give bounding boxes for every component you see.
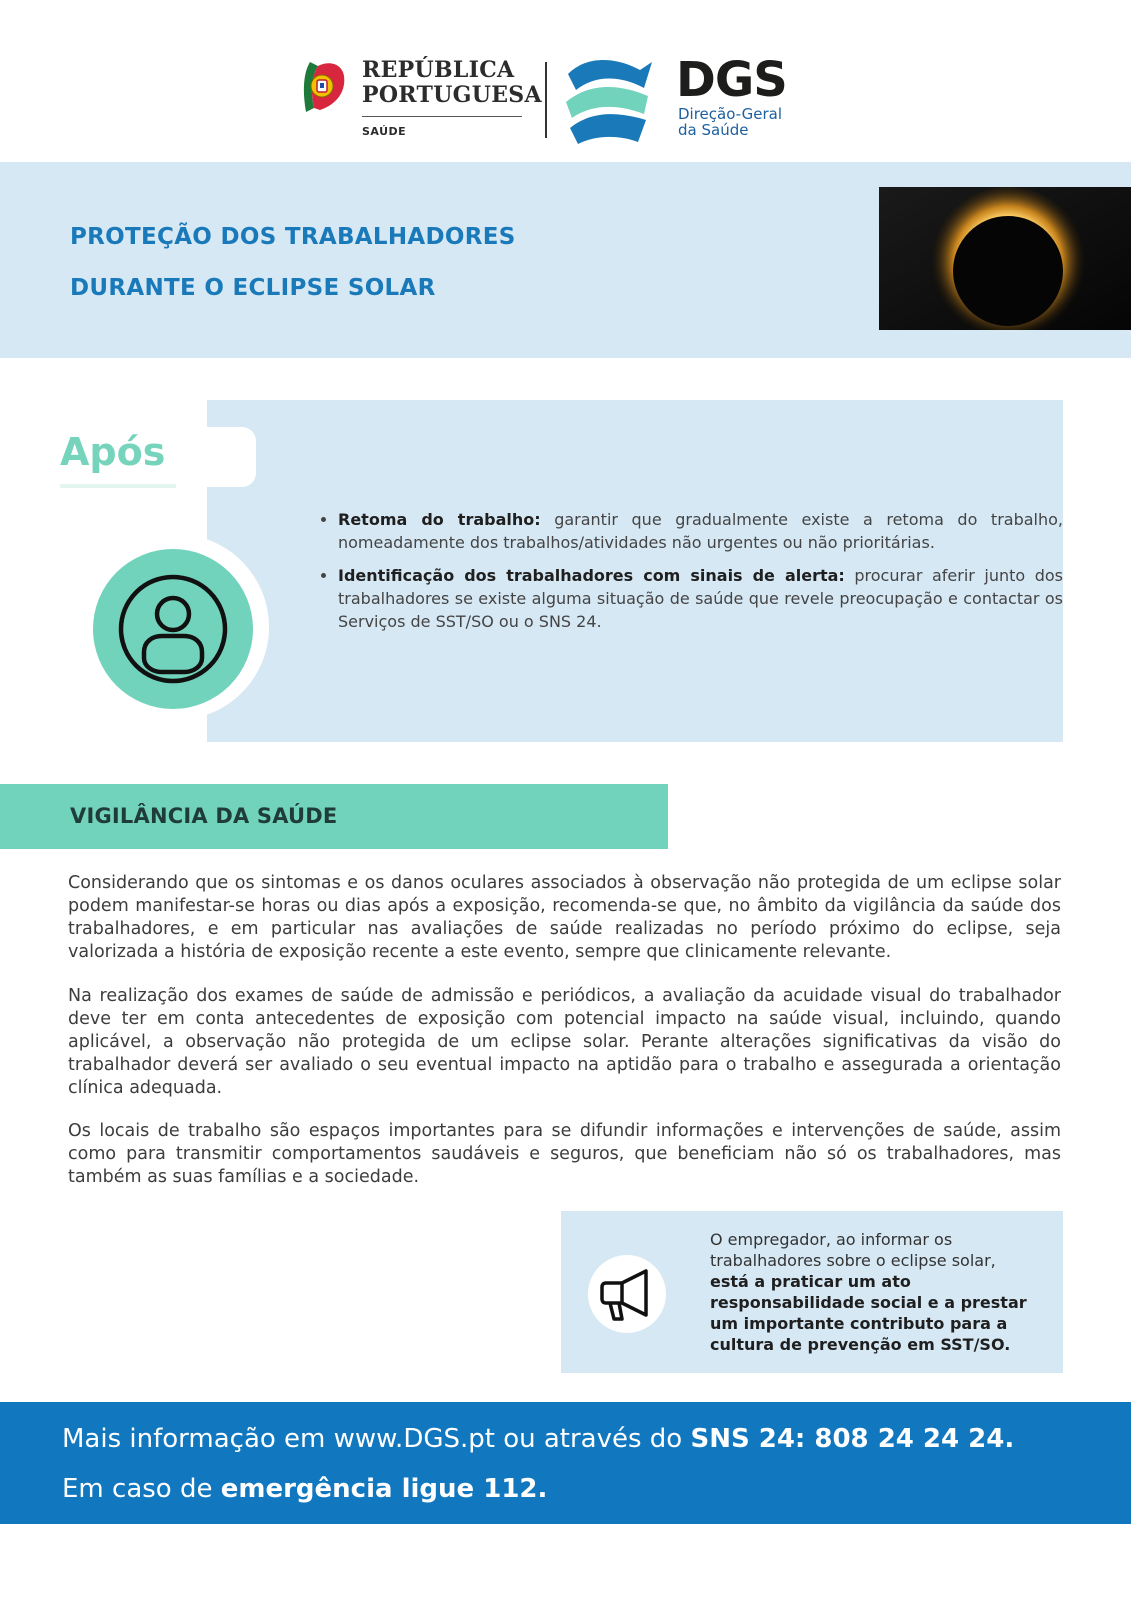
list-item-text: procurar aferir junto dos trabalhadores se existe alguma situação de saúde que revele preocupação e contactar os Serviços de SST/SO ou o SNS 24. bbox=[338, 566, 1063, 631]
dgs-sub-line2: da Saúde bbox=[678, 121, 749, 139]
header-logos bbox=[300, 52, 820, 152]
employer-callout bbox=[561, 1211, 1063, 1373]
republica-portuguesa-wordmark bbox=[362, 58, 542, 108]
dgs-wordmark: DGS bbox=[676, 52, 787, 108]
apos-list bbox=[316, 508, 1063, 643]
employer-text-bold: está a praticar um ato responsabilidade social e a prestar um importante contributo para a cultura de prevenção em SST/SO. bbox=[710, 1272, 1027, 1354]
vigilancia-paragraph-2: Na realização dos exames de saúde de admissão e periódicos, a avaliação da acuidade visual do trabalhador deve ter em conta antecedentes de exposição com potencial impacto na saúde visual, incluindo, quando aplicável, a observação não protegida de um eclipse solar. Perante alterações significativas da visão do trabalhador deverá ser avaliado o seu eventual impacto na aptidão para o trabalho e assegurada a orientação clínica adequada. bbox=[68, 986, 1061, 1098]
logo-divider bbox=[545, 62, 547, 138]
list-item-text: garantir que gradualmente existe a retoma do trabalho, nomeadamente dos trabalhos/atividades não urgentes ou não prioritárias. bbox=[338, 510, 1063, 552]
republica-line2: PORTUGUESA bbox=[362, 82, 542, 108]
vigilancia-heading: VIGILÂNCIA DA SAÚDE bbox=[70, 804, 338, 828]
republica-saude-label: SAÚDE bbox=[362, 125, 407, 138]
employer-callout-text bbox=[710, 1229, 1030, 1355]
dgs-subtitle bbox=[678, 106, 782, 138]
republica-rule bbox=[362, 116, 522, 117]
vigilancia-paragraph-1: Considerando que os sintomas e os danos oculares associados à observação não protegida de um eclipse solar podem manifestar-se horas ou dias após a exposição, recomenda-se que, no âmbito da vigilância da saúde dos trabalhadores, e em particular nas avaliações de saúde realizadas no período próximo do eclipse, seja valorizada a história de exposição recente a este evento, sempre que clinicamente relevante. bbox=[68, 873, 1061, 962]
apos-heading: Após bbox=[60, 430, 166, 474]
republica-line1: REPÚBLICA bbox=[362, 57, 515, 83]
footer-emergency-line bbox=[62, 1474, 547, 1504]
list-item bbox=[338, 508, 1063, 554]
footer-emergency-number: emergência ligue 112. bbox=[220, 1474, 548, 1504]
portugal-emblem-icon bbox=[300, 58, 346, 116]
megaphone-icon bbox=[600, 1265, 656, 1323]
footer-sns24-number: SNS 24: 808 24 24 24. bbox=[690, 1424, 1015, 1454]
employer-text-plain: O empregador, ao informar os trabalhadores sobre o eclipse solar, bbox=[710, 1230, 996, 1270]
page-title-line2: DURANTE O ECLIPSE SOLAR bbox=[70, 275, 436, 301]
footer-line2-plain: Em caso de bbox=[62, 1474, 221, 1504]
list-item bbox=[338, 564, 1063, 633]
footer-band bbox=[0, 1402, 1131, 1524]
page-title-line1: PROTEÇÃO DOS TRABALHADORES bbox=[70, 224, 516, 250]
dgs-sub-line1: Direção-Geral bbox=[678, 105, 783, 123]
vigilancia-band bbox=[0, 784, 668, 849]
vigilancia-paragraph-3: Os locais de trabalho são espaços importantes para se difundir informações e intervenções de saúde, assim como para transmitir comportamentos saudáveis e seguros, que beneficiam não só os trabalhadores, mas também as suas famílias e a sociedade. bbox=[68, 1121, 1061, 1187]
list-item-bold: Identificação dos trabalhadores com sinais de alerta: bbox=[338, 566, 845, 585]
footer-line1-plain: Mais informação em www.DGS.pt ou através do bbox=[62, 1424, 691, 1454]
dgs-wave-logo-icon bbox=[562, 54, 658, 144]
list-item-bold: Retoma do trabalho: bbox=[338, 510, 541, 529]
eclipse-illustration bbox=[879, 187, 1131, 330]
footer-info-line bbox=[62, 1424, 1014, 1454]
title-band bbox=[0, 162, 1131, 358]
eclipse-photo bbox=[879, 187, 1131, 330]
apos-underline bbox=[60, 484, 176, 488]
user-circle-icon bbox=[118, 574, 228, 684]
